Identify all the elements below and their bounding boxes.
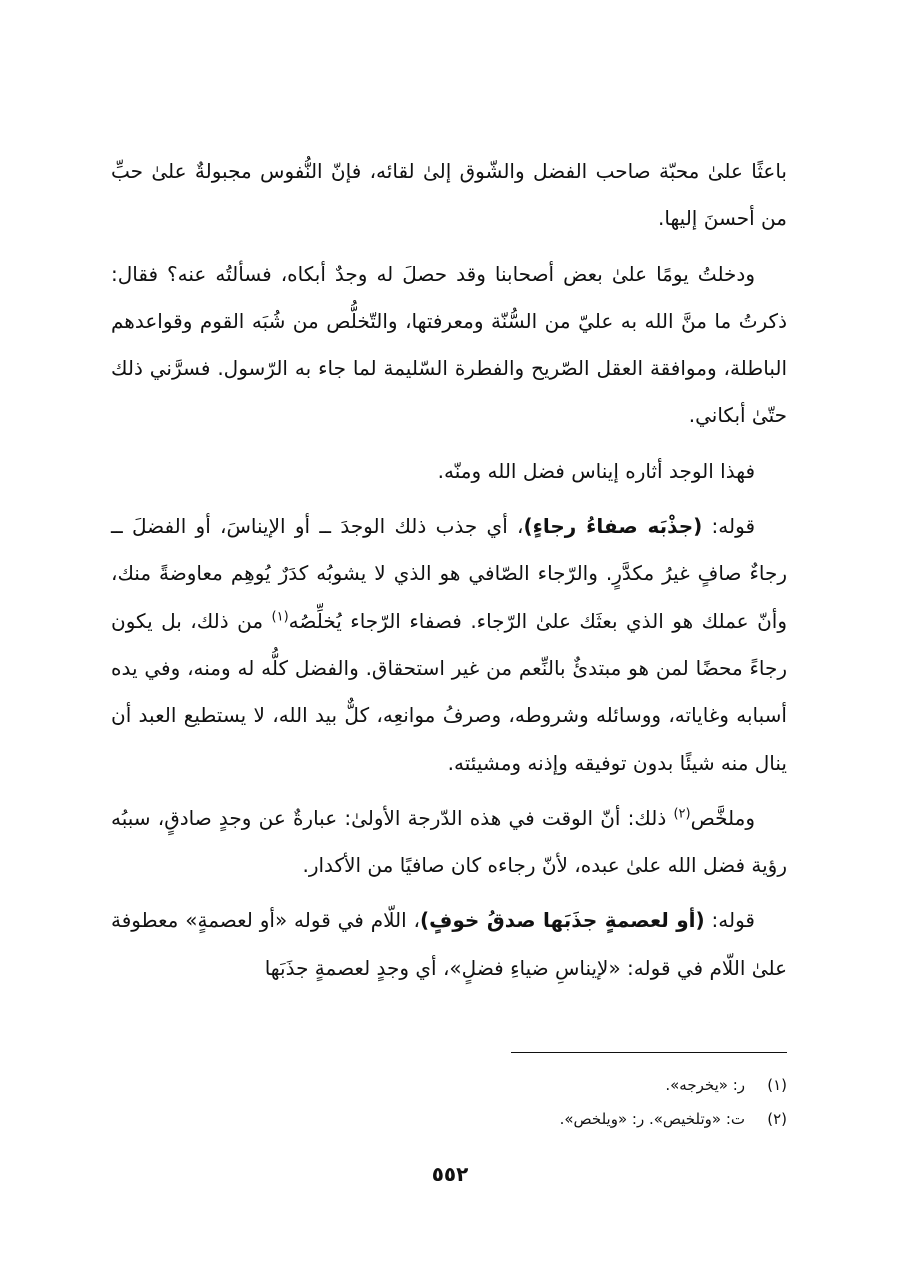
footnotes-block: [111, 1068, 787, 1136]
quoted-phrase: (أو لعصمةٍ جذَبَها صدقُ خوفٍ): [420, 908, 705, 933]
paragraph: [111, 148, 787, 243]
page-number: ٥٥٢: [431, 1162, 469, 1186]
paragraph-text: فهذا الوجد أثاره إيناس فضل الله ومنّه.: [437, 458, 755, 483]
paragraph-text: ذلك: أنّ الوقت في هذه الدّرجة الأولىٰ: عبارةٌ عن وجدٍ صادقٍ، سببُه رؤية فضل الله علىٰ عبده، لأنّ رجاءه كان صافيًا من الأكدار.: [111, 805, 787, 878]
footnote-number: (١): [767, 1076, 787, 1094]
paragraph-text: ، أي جذب ذلك الوجدَ ــ أو الإيناسَ، أو الفضلَ ــ رجاءٌ صافٍ غيرُ مكدَّرٍ. والرّجاء الصّافي هو الذي لا يشوبُه كدَرٌ يُوهِم معاوضةً منك، وأنّ عملك هو الذي بعثَك علىٰ الرّجاء. فصفاء الرّجاء يُخلِّصُه: [111, 514, 787, 633]
quoted-phrase: (جذْبَه صفاءُ رجاءٍ): [523, 514, 703, 539]
footnote-text: ت: «وتلخيص». ر: «ويلخص».: [559, 1110, 745, 1128]
footnote: [111, 1102, 787, 1136]
paragraph-text: وملخَّص: [690, 805, 755, 830]
paragraph: [111, 503, 787, 787]
footnote-number: (٢): [767, 1110, 787, 1128]
paragraph-text: من ذلك، بل يكون رجاءً محضًا لمن هو مبتدئٌ بالنِّعم من غير استحقاق. والفضل كلُّه له ومنه، وفي يده أسبابه وغاياته، ووسائله وشروطه، وصرفُ موانعِه، كلٌّ بيد الله، لا يستطيع العبد أن ينال منه شيئًا بدون توفيقه وإذنه ومشيئته.: [111, 608, 787, 775]
paragraph-text: قوله:: [702, 514, 756, 539]
footnote: [111, 1068, 787, 1102]
paragraph-text: باعثًا علىٰ محبّة صاحب الفضل والشّوق إلىٰ لقائه، فإنّ النُّفوس مجبولةٌ علىٰ حبِّ من أحسنَ إليها.: [111, 159, 787, 231]
paragraph: [111, 897, 787, 992]
paragraph: [111, 251, 787, 440]
footnote-text: ر: «يخرجه».: [665, 1076, 745, 1094]
paragraph-text: ودخلتُ يومًا علىٰ بعض أصحابنا وقد حصلَ له وجدٌ أبكاه، فسألتُه عنه؟ فقال: ذكرتُ ما منَّ الله به عليّ من السُّنّة ومعرفتها، والتّخلُّص من شُبَه القوم وقواعدهم الباطلة، وموافقة العقل الصّريح والفطرة السّليمة لما جاء به الرّسول. فسرَّني ذلك حتّىٰ أبكاني.: [111, 261, 787, 428]
paragraph-text: ، اللّام في قوله «أو لعصمةٍ» معطوفة علىٰ اللّام في قوله: «لإيناسِ ضياءِ فضلٍ»، أي وجدٍ لعصمةٍ جذَبَها: [111, 908, 787, 980]
paragraph: [111, 448, 787, 495]
paragraph: [111, 795, 787, 890]
paragraph-text: قوله:: [704, 908, 755, 933]
footnote-separator: [511, 1052, 787, 1053]
footnote-reference: (١): [271, 609, 289, 625]
main-text-block: [111, 148, 787, 1000]
footnote-reference: (٢): [673, 806, 691, 822]
